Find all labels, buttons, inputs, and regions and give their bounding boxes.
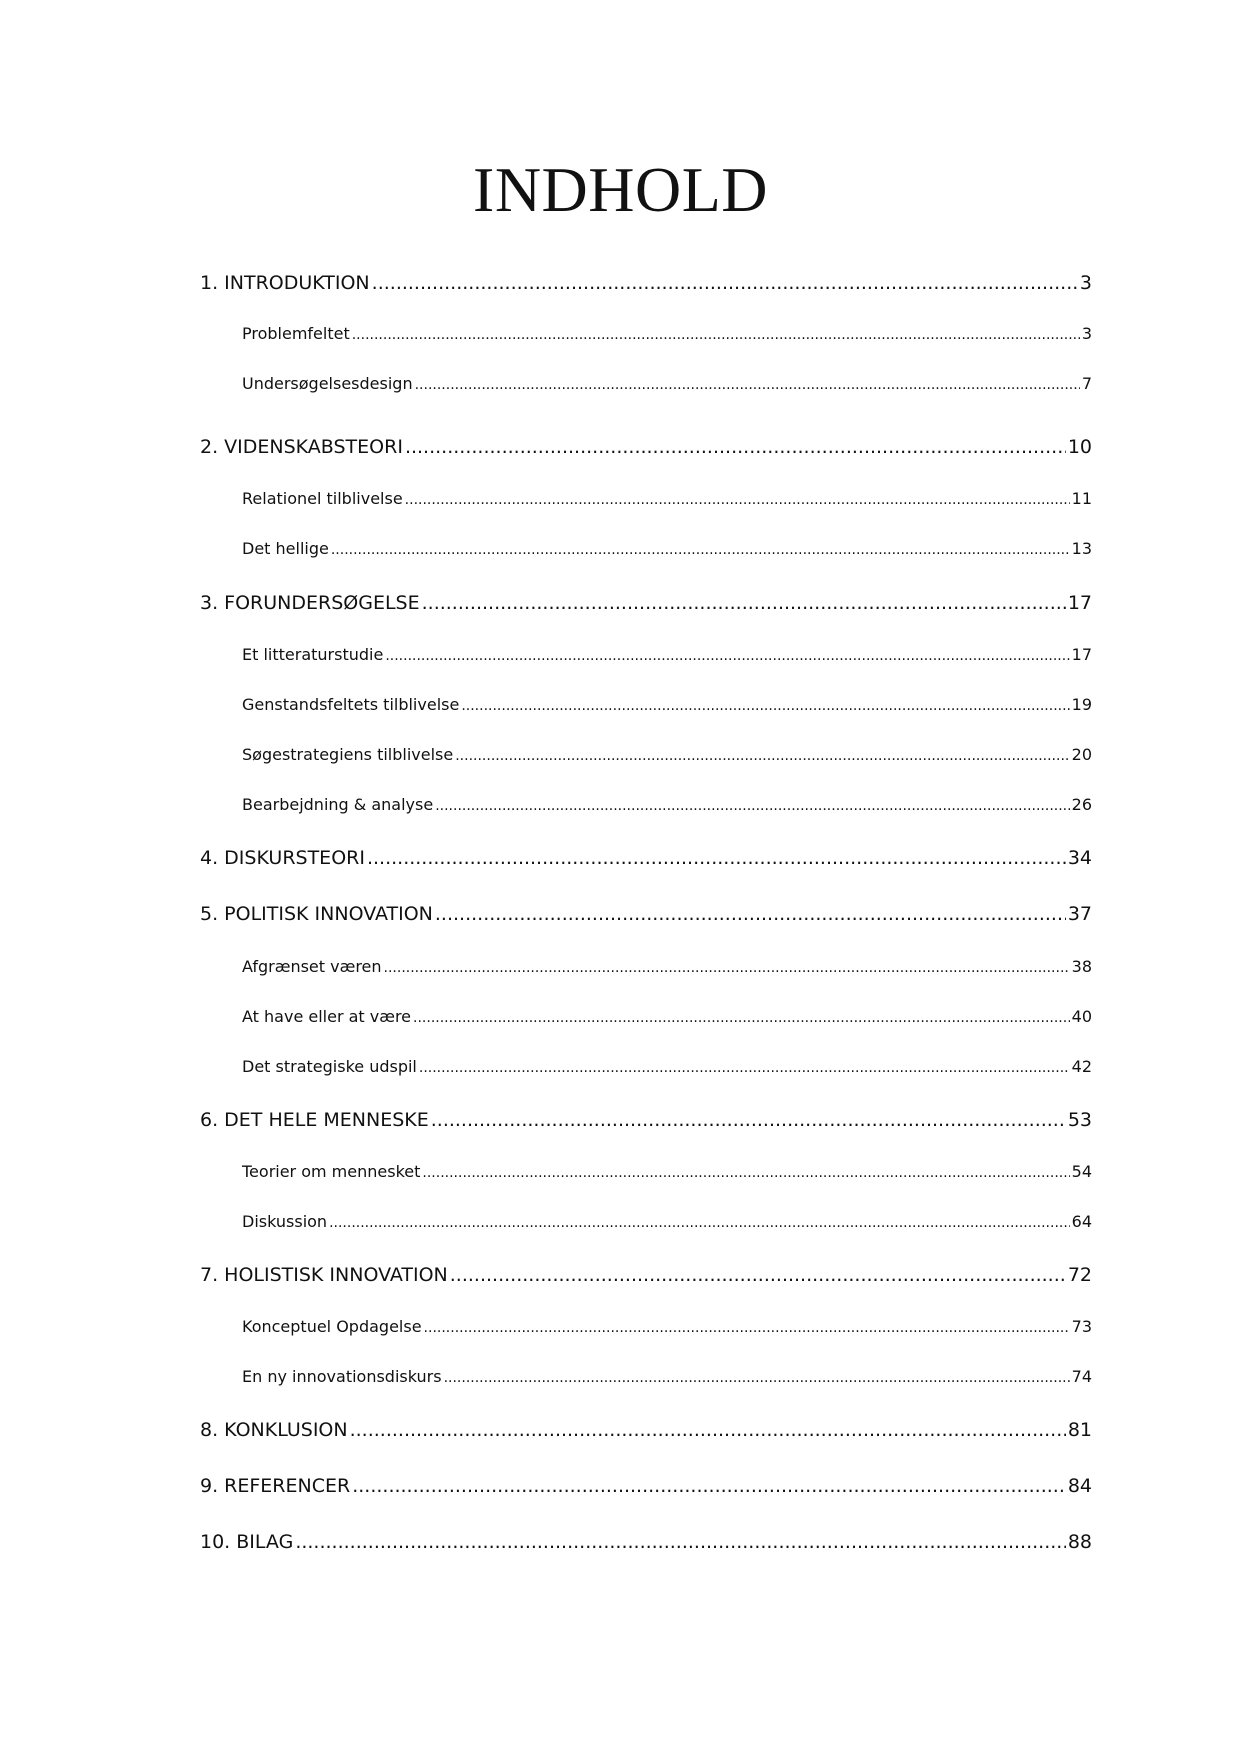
dot-leader (350, 1418, 1066, 1442)
toc-entry-label: 10. BILAG (200, 1531, 294, 1553)
toc-entry-page: 19 (1071, 695, 1092, 714)
toc-entry-det-strategiske-udspil[interactable] (242, 1056, 1092, 1079)
toc-entry-label: Undersøgelsesdesign (242, 374, 413, 393)
toc-entry-politisk-innovation[interactable] (200, 902, 1092, 926)
toc-entry-page: 10 (1067, 436, 1092, 458)
toc-entry-label: 1. INTRODUKTION (200, 272, 370, 294)
toc-entry-page: 38 (1071, 957, 1092, 976)
toc-entry-page: 34 (1067, 847, 1092, 869)
toc-entry-page: 64 (1071, 1212, 1092, 1231)
dot-leader (444, 1367, 1070, 1389)
dot-leader (367, 846, 1066, 870)
toc-entry-sogestrategiens-tilblivelse[interactable] (242, 744, 1092, 767)
toc-entry-page: 3 (1079, 272, 1092, 294)
toc-entry-page: 81 (1067, 1419, 1092, 1441)
toc-entry-label: Teorier om mennesket (242, 1162, 421, 1181)
toc-entry-teorier-om-mennesket[interactable] (242, 1161, 1092, 1184)
dot-leader (435, 902, 1066, 926)
dot-leader (413, 1007, 1070, 1029)
toc-entry-page: 40 (1071, 1007, 1092, 1026)
toc-entry-page: 3 (1081, 324, 1092, 343)
dot-leader (461, 695, 1069, 717)
toc-entry-label: Relationel tilblivelse (242, 489, 403, 508)
dot-leader (331, 539, 1070, 561)
toc-entry-label: En ny innovationsdiskurs (242, 1367, 442, 1386)
toc-entry-page: 7 (1081, 374, 1092, 393)
toc-entry-introduktion[interactable] (200, 271, 1092, 295)
dot-leader (385, 645, 1069, 667)
toc-entry-konceptuel-opdagelse[interactable] (242, 1316, 1092, 1339)
toc-entry-page: 17 (1071, 645, 1092, 664)
toc-entry-page: 88 (1067, 1531, 1092, 1553)
toc-entry-page: 17 (1067, 592, 1092, 614)
toc-entry-diskussion[interactable] (242, 1211, 1092, 1234)
toc-entry-problemfeltet[interactable] (242, 323, 1092, 346)
toc-entry-label: 5. POLITISK INNOVATION (200, 903, 433, 925)
toc-entry-et-litteraturstudie[interactable] (242, 644, 1092, 667)
toc-entry-label: 9. REFERENCER (200, 1475, 351, 1497)
toc-entry-page: 37 (1067, 903, 1092, 925)
dot-leader (431, 1108, 1066, 1132)
dot-leader (455, 745, 1069, 767)
dot-leader (295, 1530, 1066, 1554)
toc-entry-relationel-tilblivelse[interactable] (242, 488, 1092, 511)
toc-entry-bilag[interactable] (200, 1530, 1092, 1554)
dot-leader (372, 271, 1078, 295)
toc-entry-en-ny-innovationsdiskurs[interactable] (242, 1366, 1092, 1389)
toc-entry-page: 42 (1071, 1057, 1092, 1076)
toc-entry-page: 74 (1071, 1367, 1092, 1386)
toc-entry-page: 13 (1071, 539, 1092, 558)
toc-entry-label: Det hellige (242, 539, 329, 558)
toc-entry-bearbejdning-analyse[interactable] (242, 794, 1092, 817)
dot-leader (422, 1162, 1069, 1184)
toc-entry-page: 20 (1071, 745, 1092, 764)
toc-entry-det-hele-menneske[interactable] (200, 1108, 1092, 1132)
toc-entry-undersogelsesdesign[interactable] (242, 373, 1092, 396)
toc-entry-label: At have eller at være (242, 1007, 412, 1026)
toc-entry-label: Problemfeltet (242, 324, 350, 343)
toc-entry-diskursteori[interactable] (200, 846, 1092, 870)
toc-entry-videnskabsteori[interactable] (200, 435, 1092, 459)
toc-entry-referencer[interactable] (200, 1474, 1092, 1498)
toc-entry-page: 84 (1067, 1475, 1092, 1497)
toc-entry-genstandsfeltets-tilblivelse[interactable] (242, 694, 1092, 717)
document-title: INDHOLD (473, 154, 768, 225)
toc-entry-label: 6. DET HELE MENNESKE (200, 1109, 429, 1131)
dot-leader (435, 795, 1069, 817)
dot-leader (384, 957, 1070, 979)
toc-entry-label: 8. KONKLUSION (200, 1419, 348, 1441)
toc-entry-label: Genstandsfeltets tilblivelse (242, 695, 460, 714)
dot-leader (329, 1212, 1070, 1234)
toc-entry-page: 72 (1067, 1264, 1092, 1286)
toc-entry-label: Diskussion (242, 1212, 328, 1231)
dot-leader (422, 591, 1066, 615)
toc-entry-label: 4. DISKURSTEORI (200, 847, 365, 869)
dot-leader (424, 1317, 1070, 1339)
toc-entry-konklusion[interactable] (200, 1418, 1092, 1442)
dot-leader (419, 1057, 1070, 1079)
dot-leader (450, 1263, 1066, 1287)
toc-entry-label: Konceptuel Opdagelse (242, 1317, 422, 1336)
toc-entry-page: 54 (1071, 1162, 1092, 1181)
toc-entry-page: 11 (1071, 489, 1092, 508)
toc-entry-label: 3. FORUNDERSØGELSE (200, 592, 420, 614)
toc-entry-page: 26 (1071, 795, 1092, 814)
toc-entry-label: Det strategiske udspil (242, 1057, 417, 1076)
toc-entry-forundersogelse[interactable] (200, 591, 1092, 615)
toc-entry-det-hellige[interactable] (242, 538, 1092, 561)
toc-entry-label: Et litteraturstudie (242, 645, 384, 664)
toc-entry-label: 7. HOLISTISK INNOVATION (200, 1264, 448, 1286)
toc-entry-holistisk-innovation[interactable] (200, 1263, 1092, 1287)
toc-entry-page: 53 (1067, 1109, 1092, 1131)
toc-entry-afgraenset-vaeren[interactable] (242, 956, 1092, 979)
toc-entry-page: 73 (1071, 1317, 1092, 1336)
toc-entry-label: 2. VIDENSKABSTEORI (200, 436, 403, 458)
toc-entry-label: Bearbejdning & analyse (242, 795, 434, 814)
toc-entry-label: Søgestrategiens tilblivelse (242, 745, 454, 764)
dot-leader (352, 324, 1080, 346)
dot-leader (352, 1474, 1066, 1498)
dot-leader (415, 374, 1080, 396)
toc-entry-at-have-eller-at-vaere[interactable] (242, 1006, 1092, 1029)
dot-leader (405, 435, 1066, 459)
dot-leader (405, 489, 1070, 511)
toc-entry-label: Afgrænset væren (242, 957, 382, 976)
